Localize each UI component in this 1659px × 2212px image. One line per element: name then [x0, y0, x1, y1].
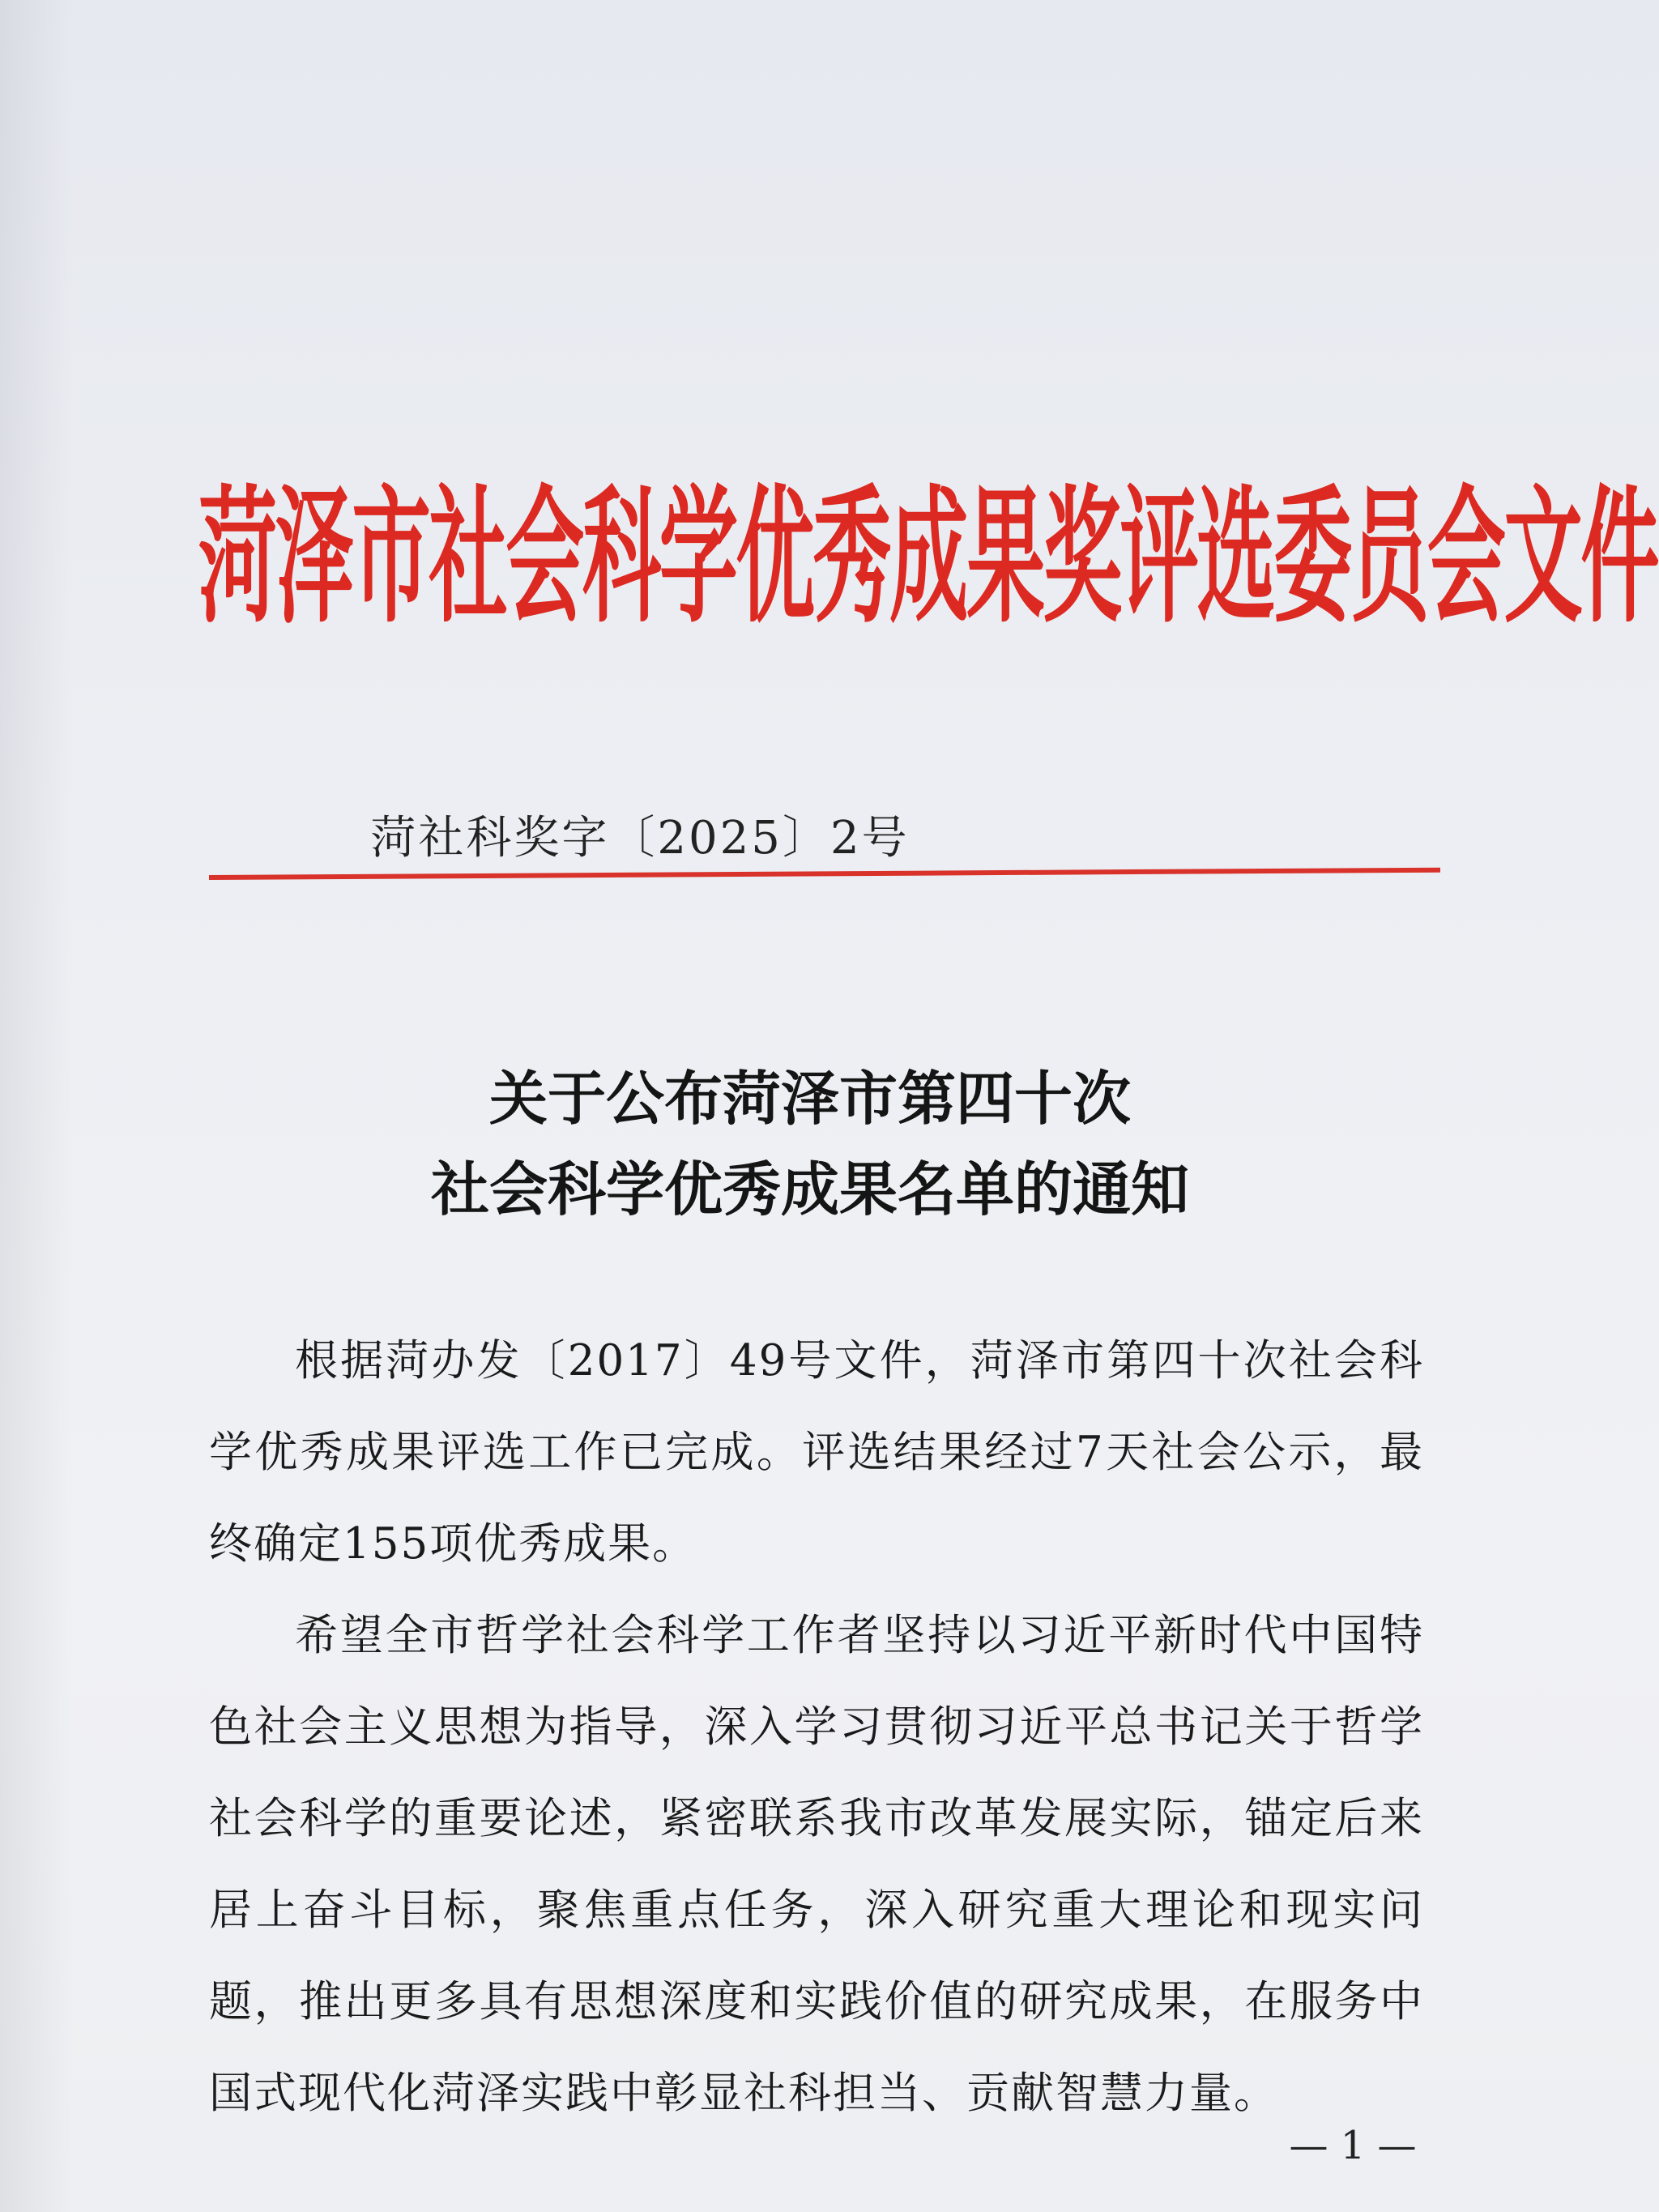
page-number: — 1 — [1289, 2123, 1417, 2168]
page-edge-shadow [0, 0, 73, 2212]
issuer-title: 菏泽市社会科学优秀成果奖评选委员会文件 [198, 472, 1658, 643]
notice-title-line-2: 社会科学优秀成果名单的通知 [430, 1155, 1189, 1223]
notice-title-line-1: 关于公布菏泽市第四十次 [488, 1064, 1131, 1133]
notice-title [211, 1053, 1410, 1235]
red-separator-line [209, 868, 1440, 880]
notice-body [209, 1315, 1424, 2139]
body-paragraph-1: 根据菏办发〔2017〕49号文件，菏泽市第四十次社会科学优秀成果评选工作已完成。评选结果经过7天社会公示，最终确定155项优秀成果。 [209, 1336, 1424, 1569]
body-paragraph-2: 希望全市哲学社会科学工作者坚持以习近平新时代中国特色社会主义思想为指导，深入学习贯彻习近平总书记关于哲学社会科学的重要论述，紧密联系我市改革发展实际，锚定后来居上奋斗目标，聚焦重点任务，深入研究重大理论和现实问题，推出更多具有思想深度和实践价值的研究成果，在服务中国式现代化菏泽实践中彰显社科担当、贡献智慧力量。 [209, 1611, 1424, 2118]
document-number: 菏社科奖字〔2025〕2号 [370, 812, 910, 865]
